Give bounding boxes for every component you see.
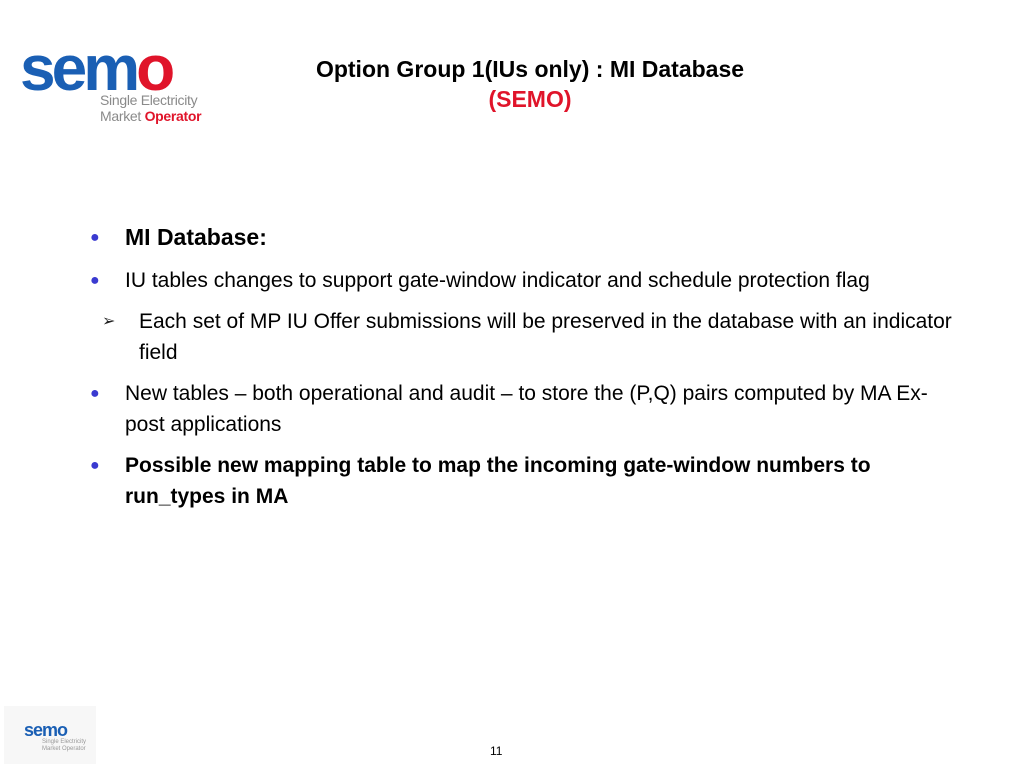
slide-title	[230, 54, 830, 114]
semo-logo	[20, 32, 220, 126]
title-line-1: Option Group 1(IUs only) : MI Database	[315, 56, 745, 82]
footer-logo: semo Single Electricity Market Operator	[4, 706, 96, 764]
bullet-list	[84, 222, 954, 522]
bullet-item: ● Possible new mapping table to map the incoming gate-window numbers to run_types in MA	[84, 450, 954, 512]
sub-bullet-item: ➢ Each set of MP IU Offer submissions will be preserved in the database with an indicator field	[84, 306, 954, 368]
bullet-item: ● New tables – both operational and audit – to store the (P,Q) pairs computed by MA Ex-post applications	[84, 378, 954, 440]
bullet-item: ● IU tables changes to support gate-window indicator and schedule protection flag	[84, 265, 954, 296]
bullet-dot-icon: ●	[90, 457, 100, 474]
bullet-dot-icon: ●	[90, 385, 100, 402]
bullet-dot-icon: ●	[90, 229, 100, 246]
bullet-dot-icon: ●	[90, 272, 100, 289]
logo-wordmark: semo	[20, 32, 172, 104]
page-number: 11	[490, 744, 503, 758]
logo-tagline: Single Electricity Market Operator	[100, 92, 202, 124]
bullet-item: ● MI Database:	[84, 222, 954, 253]
title-line-2: (SEMO)	[488, 86, 572, 112]
arrow-bullet-icon: ➢	[102, 313, 116, 330]
